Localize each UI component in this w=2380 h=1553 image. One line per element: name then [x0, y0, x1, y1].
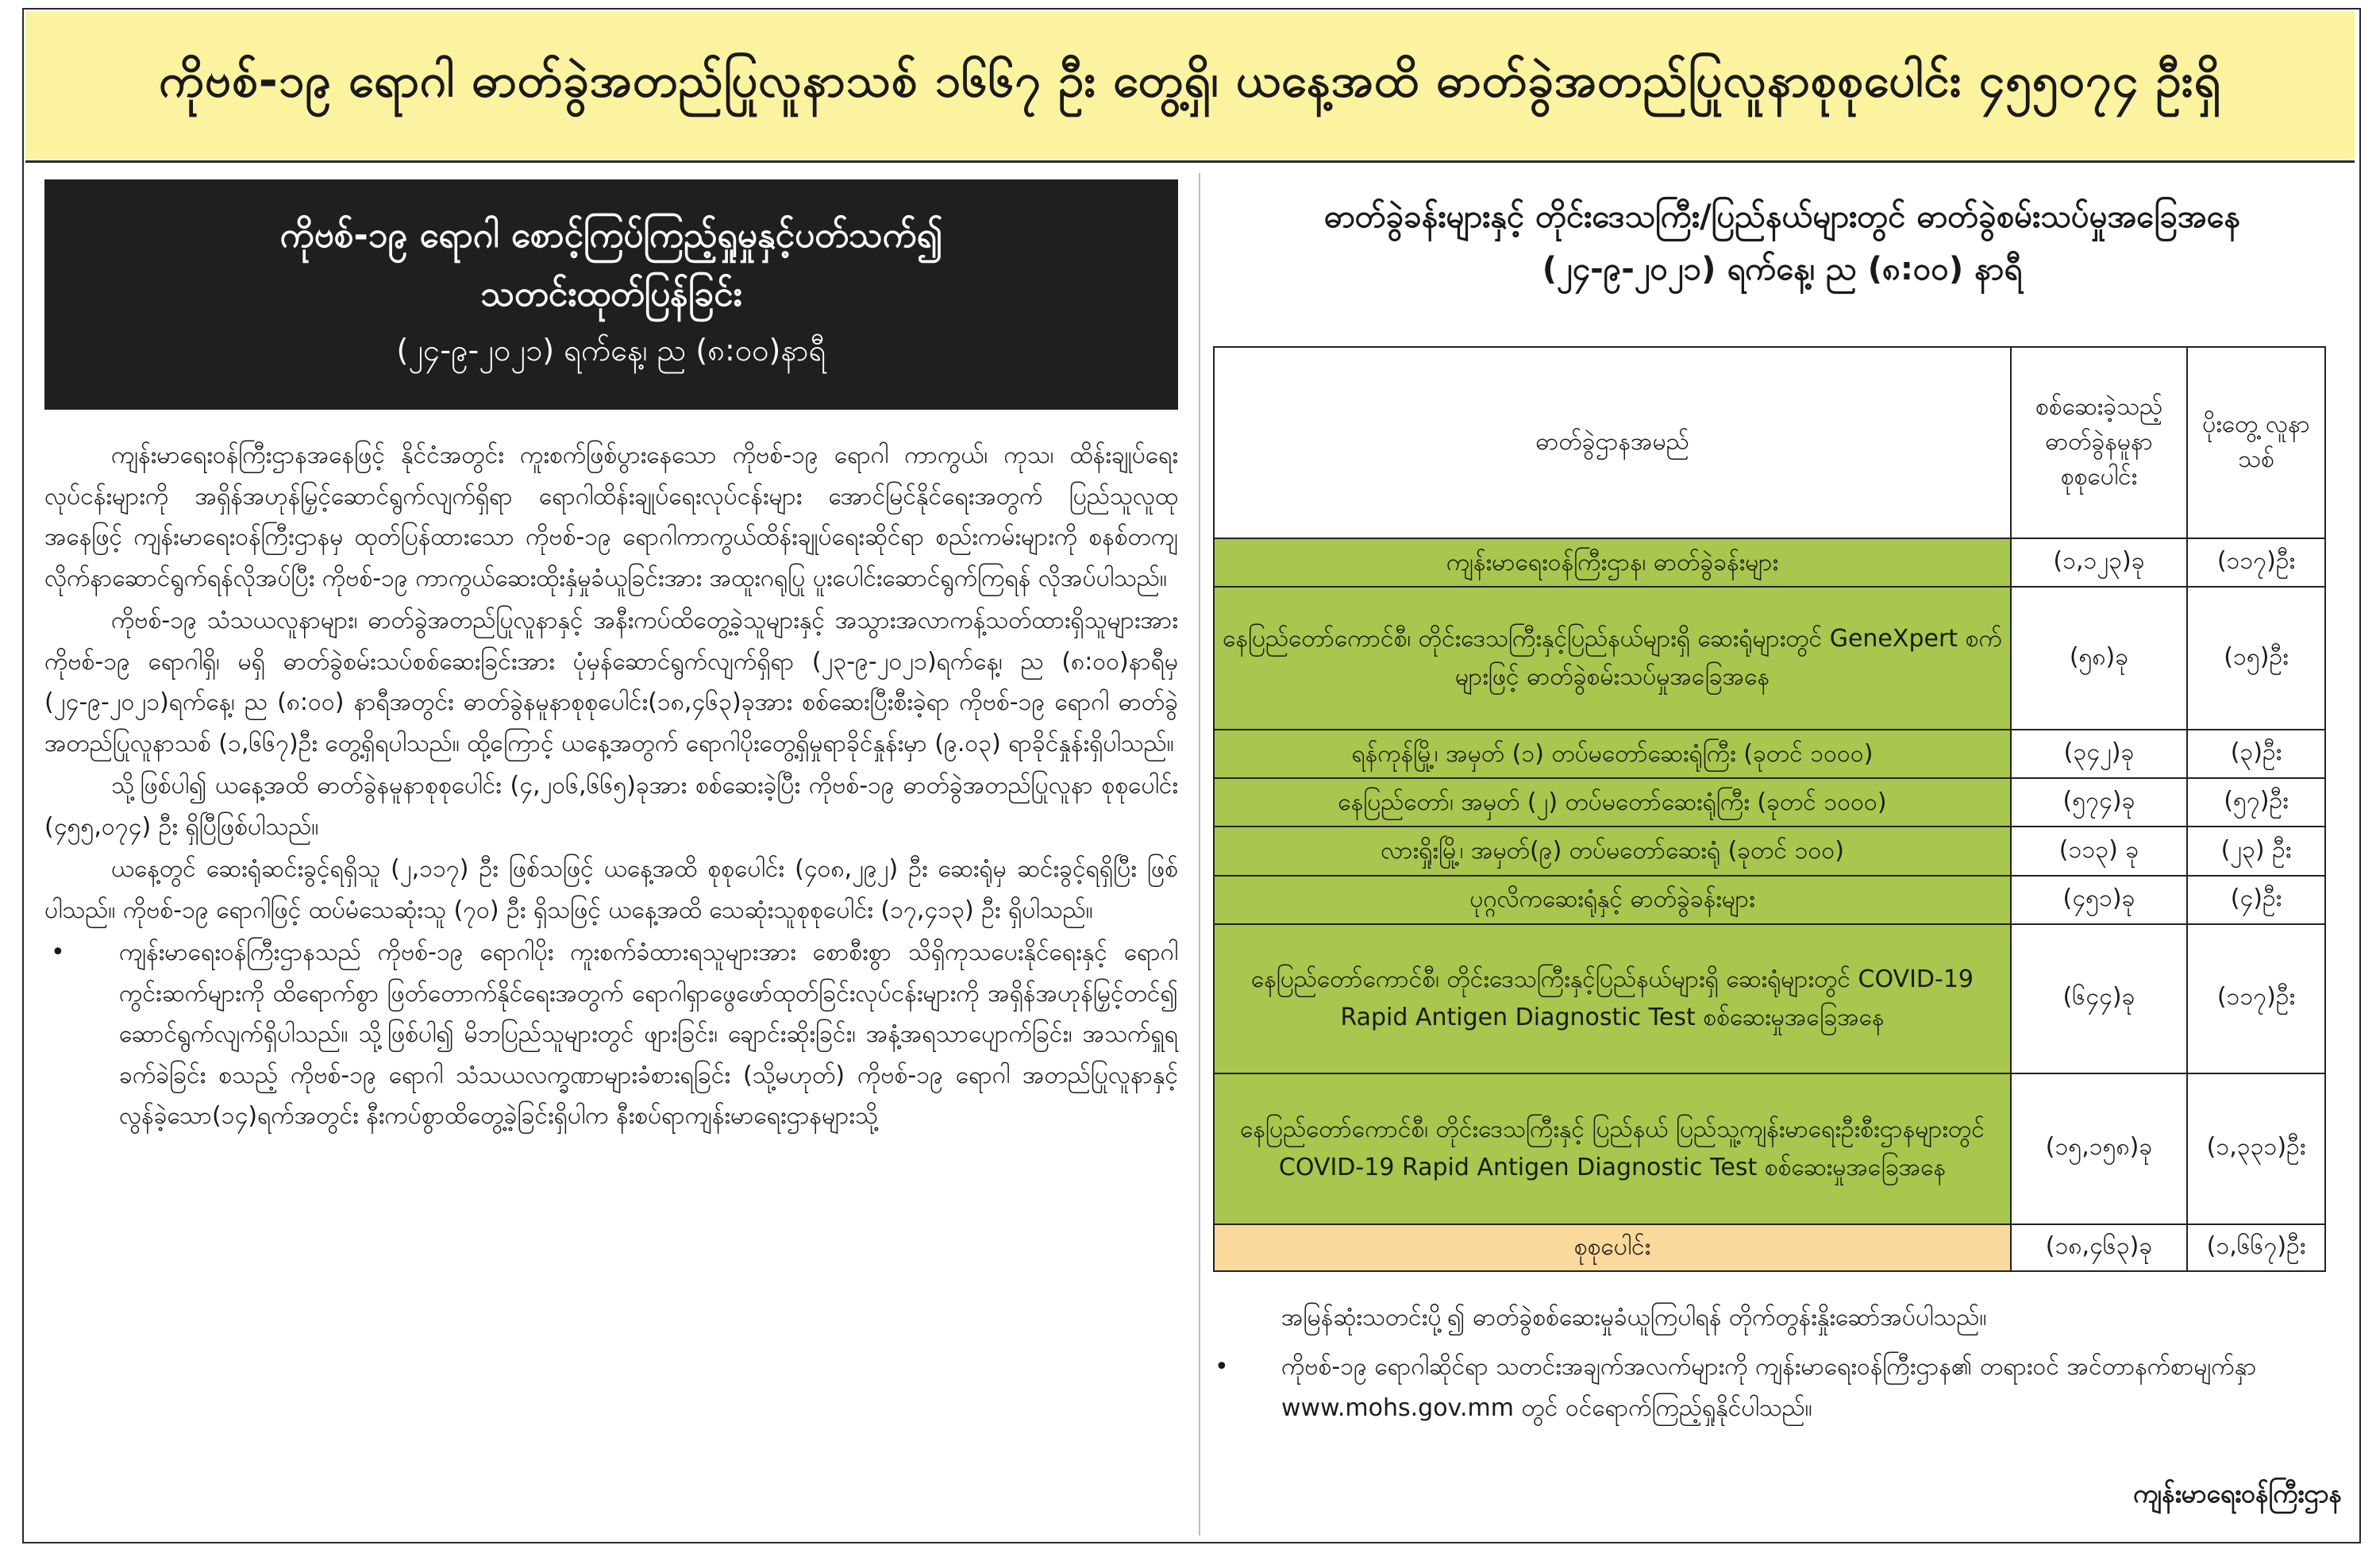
- bullet-item: [44, 932, 1178, 1137]
- right-notes: [1215, 1297, 2342, 1429]
- table-row: [1214, 1073, 2325, 1224]
- lab-testing-table: [1213, 346, 2326, 1272]
- new-cases-cell: (၁၅)ဦး: [2187, 587, 2325, 730]
- note-paragraph: အမြန်ဆုံးသတင်းပို့၍ ဓာတ်ခွဲစစ်ဆေးမှုခံယူကြပါရန် တိုက်တွန်းနှိုးဆော်အပ်ပါသည်။: [1281, 1304, 1987, 1331]
- total-label-cell: စုစုပေါင်း: [1214, 1224, 2011, 1271]
- new-cases-cell: (၁,၃၃၁)ဦး: [2187, 1073, 2325, 1224]
- tests-cell: (၅၇၄)ခု: [2011, 778, 2187, 827]
- new-cases-cell: (၅၇)ဦး: [2187, 778, 2325, 827]
- lab-name-cell: နေပြည်တော်ကောင်စီ၊ တိုင်းဒေသကြီးနှင့် ပြည်နယ် ပြည်သူ့ကျန်းမာရေးဦးစီးဌာနများတွင် COVID-19 Rapid Antigen Diagnostic Test စစ်ဆေးမှုအခြေအနေ: [1214, 1073, 2011, 1224]
- bullet-text: ကျန်းမာရေးဝန်ကြီးဌာနသည် ကိုဗစ်-၁၉ ရောဂါပိုး ကူးစက်ခံထားရသူများအား စောစီးစွာ သိရှိကုသပေးနိုင်ရေးနှင့် ရောဂါကွင်းဆက်များကို ထိရောက်စွာ ဖြတ်တောက်နိုင်ရေးအတွက် ရောဂါရှာဖွေဖော်ထုတ်ခြင်းလုပ်ငန်းများကို အရှိန်အဟုန်မြှင့်တင်၍ ဆောင်ရွက်လျက်ရှိပါသည်။ သို့ဖြစ်ပါ၍ မိဘပြည်သူများတွင် ဖျားခြင်း၊ ချောင်းဆိုးခြင်း၊ အနံ့အရသာပျောက်ခြင်း၊ အသက်ရှူရခက်ခဲခြင်း စသည့် ကိုဗစ်-၁၉ ရောဂါ သံသယလက္ခဏာများခံစားရခြင်း (သို့မဟုတ်) ကိုဗစ်-၁၉ ရောဂါ အတည်ပြုလူနာနှင့် လွန်ခဲ့သော(၁၄)ရက်အတွင်း နီးကပ်စွာထိတွေ့ခဲ့ခြင်းရှိပါက နီးစပ်ရာကျန်းမာရေးဌာနများသို့: [119, 938, 1178, 1130]
- table-row: [1214, 730, 2325, 778]
- headline-divider: [25, 160, 2355, 163]
- tests-cell: (၁၅,၁၅၈)ခု: [2011, 1073, 2187, 1224]
- total-new-cases-cell: (၁,၆၆၇)ဦး: [2187, 1224, 2325, 1271]
- column-header-new-cases: ပိုးတွေ့ လူနာသစ်: [2187, 347, 2325, 538]
- lab-name-cell: ရန်ကုန်မြို့၊ အမှတ် (၁) တပ်မတော်ဆေးရုံကြီး (ခုတင် ၁၀၀၀): [1214, 730, 2011, 778]
- table-total-row: [1214, 1224, 2325, 1271]
- new-cases-cell: (၁၁၇)ဦး: [2187, 924, 2325, 1073]
- lab-name-cell: ကျန်းမာရေးဝန်ကြီးဌာန၊ ဓာတ်ခွဲခန်းများ: [1214, 538, 2011, 587]
- tests-cell: (၆၄၄)ခု: [2011, 924, 2187, 1073]
- table-row: [1214, 827, 2325, 875]
- table-row: [1214, 538, 2325, 587]
- new-cases-cell: (၂၃) ဦး: [2187, 827, 2325, 875]
- bullet-glyph: •: [51, 938, 65, 966]
- tests-cell: (၃၄၂)ခု: [2011, 730, 2187, 778]
- lab-name-cell: နေပြည်တော်၊ အမှတ် (၂) တပ်မတော်ဆေးရုံကြီး (ခုတင် ၁၀၀၀): [1214, 778, 2011, 827]
- press-release-title-line1: ကိုဗစ်-၁၉ ရောဂါ စောင့်ကြပ်ကြည့်ရှုမှုနှင့်ပတ်သက်၍: [279, 215, 943, 256]
- bullet-glyph: •: [1215, 1353, 1229, 1381]
- lab-status-heading: [1215, 191, 2350, 295]
- lab-status-title: ဓာတ်ခွဲခန်းများနှင့် တိုင်းဒေသကြီး/ပြည်နယ်များတွင် ဓာတ်ခွဲစမ်းသပ်မှုအခြေအနေ: [1323, 198, 2241, 235]
- ministry-signature: ကျန်းမာရေးဝန်ကြီးဌာန: [2132, 1478, 2342, 1509]
- body-paragraph: ကျန်းမာရေးဝန်ကြီးဌာနအနေဖြင့် နိုင်ငံအတွင်း ကူးစက်ဖြစ်ပွားနေသော ကိုဗစ်-၁၉ ရောဂါ ကာကွယ်၊ ကုသ၊ ထိန်းချုပ်ရေးလုပ်ငန်းများကို အရှိန်အဟုန်မြှင့်ဆောင်ရွက်လျက်ရှိရာ ရောဂါထိန်းချုပ်ရေးလုပ်ငန်းများ အောင်မြင်နိုင်ရေးအတွက် ပြည်သူလူထုအနေဖြင့် ကျန်းမာရေးဝန်ကြီးဌာနမှ ထုတ်ပြန်ထားသော ကိုဗစ်-၁၉ ရောဂါကာကွယ်ထိန်းချုပ်ရေးဆိုင်ရာ စည်းကမ်းများကို စနစ်တကျ လိုက်နာဆောင်ရွက်ရန်လိုအပ်ပြီး ကိုဗစ်-၁၉ ကာကွယ်ဆေးထိုးနှံမှုခံယူခြင်းအား အထူးဂရုပြု ပူးပေါင်းဆောင်ရွက်ကြရန် လိုအပ်ပါသည်။: [44, 441, 1178, 592]
- website-note: ကိုဗစ်-၁၉ ရောဂါဆိုင်ရာ သတင်းအချက်အလက်များကို ကျန်းမာရေးဝန်ကြီးဌာန၏ တရားဝင် အင်တာနက်စာမျက်နှာ www.mohs.gov.mm တွင် ဝင်ရောက်ကြည့်ရှုနိုင်ပါသည်။: [1281, 1353, 2257, 1422]
- lab-name-cell: နေပြည်တော်ကောင်စီ၊ တိုင်းဒေသကြီးနှင့်ပြည်နယ်များရှိ ဆေးရုံများတွင် GeneXpert စက်များဖြင့် ဓာတ်ခွဲစမ်းသပ်မှုအခြေအနေ: [1214, 587, 2011, 730]
- tests-cell: (၄၅၁)ခု: [2011, 876, 2187, 924]
- press-release-title-box: [44, 179, 1178, 410]
- press-release-body: [44, 435, 1178, 1137]
- lab-name-cell: နေပြည်တော်ကောင်စီ၊ တိုင်းဒေသကြီးနှင့်ပြည်နယ်များရှိ ဆေးရုံများတွင် COVID-19 Rapid Antigen Diagnostic Test စစ်ဆေးမှုအခြေအနေ: [1214, 924, 2011, 1073]
- new-cases-cell: (၁၁၇)ဦး: [2187, 538, 2325, 587]
- tests-cell: (၅၈)ခု: [2011, 587, 2187, 730]
- column-divider: [1199, 173, 1200, 1536]
- body-paragraph: သို့ဖြစ်ပါ၍ ယနေ့အထိ ဓာတ်ခွဲနမူနာစုစုပေါင်း (၄,၂၀၆,၆၆၅)ခုအား စစ်ဆေးခဲ့ပြီး ကိုဗစ်-၁၉ ဓာတ်ခွဲအတည်ပြုလူနာ စုစုပေါင်း (၄၅၅,၀၇၄) ဦး ရှိပြီဖြစ်ပါသည်။: [44, 772, 1178, 841]
- table-row: [1214, 876, 2325, 924]
- column-header-lab-name: ဓာတ်ခွဲဌာနအမည်: [1214, 347, 2011, 538]
- body-paragraph: ကိုဗစ်-၁၉ သံသယလူနာများ၊ ဓာတ်ခွဲအတည်ပြုလူနာနှင့် အနီးကပ်ထိတွေ့ခဲ့သူများနှင့် အသွားအလာကန့်သတ်ထားရှိသူများအား ကိုဗစ်-၁၉ ရောဂါရှိ၊ မရှိ ဓာတ်ခွဲစမ်းသပ်စစ်ဆေးခြင်းအား ပုံမှန်ဆောင်ရွက်လျက်ရှိရာ (၂၃-၉-၂၀၂၁)ရက်နေ့၊ ည (၈:၀၀)နာရီမှ (၂၄-၉-၂၀၂၁)ရက်နေ့၊ ည (၈:၀၀) နာရီအတွင်း ဓာတ်ခွဲနမူနာစုစုပေါင်း(၁၈,၄၆၃)ခုအား စစ်ဆေးပြီးစီးခဲ့ရာ ကိုဗစ်-၁၉ ရောဂါ ဓာတ်ခွဲအတည်ပြုလူနာသစ် (၁,၆၆၇)ဦး တွေ့ရှိရပါသည်။ ထို့ကြောင့် ယနေ့အတွက် ရောဂါပိုးတွေ့ရှိမှုရာခိုင်နှုန်းမှာ (၉.၀၃) ရာခိုင်နှုန်းရှိပါသည်။: [44, 607, 1178, 757]
- tests-cell: (၁၁၃) ခု: [2011, 827, 2187, 875]
- press-release-title-line2: သတင်းထုတ်ပြန်ခြင်း: [480, 274, 742, 314]
- lab-name-cell: လားရှိုးမြို့၊ အမှတ်(၉) တပ်မတော်ဆေးရုံ (ခုတင် ၁၀၀): [1214, 827, 2011, 875]
- table-header-row: [1214, 347, 2325, 538]
- new-cases-cell: (၄)ဦး: [2187, 876, 2325, 924]
- lab-name-cell: ပုဂ္ဂလိကဆေးရုံနှင့် ဓာတ်ခွဲခန်းများ: [1214, 876, 2011, 924]
- press-release-date: (၂၄-၉-၂၀၂၁) ရက်နေ့၊ ည (၈:၀၀)နာရီ: [396, 333, 826, 368]
- body-paragraph: ယနေ့တွင် ဆေးရုံဆင်းခွင့်ရရှိသူ (၂,၁၁၇) ဦး ဖြစ်သဖြင့် ယနေ့အထိ စုစုပေါင်း (၄၀၈,၂၉၂) ဦး ဆေးရုံမှ ဆင်းခွင့်ရရှိပြီး ဖြစ်ပါသည်။ ကိုဗစ်-၁၉ ရောဂါဖြင့် ထပ်မံသေဆုံးသူ (၇၀) ဦး ရှိသဖြင့် ယနေ့အထိ သေဆုံးသူစုစုပေါင်း (၁၇,၄၁၃) ဦး ရှိပါသည်။: [44, 855, 1178, 924]
- bullet-item: [1215, 1347, 2342, 1429]
- lab-status-date: (၂၄-၉-၂၀၂၁) ရက်နေ့၊ ည (၈:၀၀) နာရီ: [1542, 251, 2023, 287]
- column-header-tests: စစ်ဆေးခဲ့သည့် ဓာတ်ခွဲနမူနာ စုစုပေါင်း: [2011, 347, 2187, 538]
- table-row: [1214, 778, 2325, 827]
- total-tests-cell: (၁၈,၄၆၃)ခု: [2011, 1224, 2187, 1271]
- table-row: [1214, 924, 2325, 1073]
- tests-cell: (၁,၁၂၃)ခု: [2011, 538, 2187, 587]
- headline: ကိုဗစ်-၁၉ ရောဂါ ဓာတ်ခွဲအတည်ပြုလူနာသစ် ၁၆၆၇ ဦး တွေ့ရှိ၊ ယနေ့အထိ ဓာတ်ခွဲအတည်ပြုလူနာစုစုပေါင်း ၄၅၅၀၇၄ ဦးရှိ: [25, 11, 2355, 159]
- new-cases-cell: (၃)ဦး: [2187, 730, 2325, 778]
- table-row: [1214, 587, 2325, 730]
